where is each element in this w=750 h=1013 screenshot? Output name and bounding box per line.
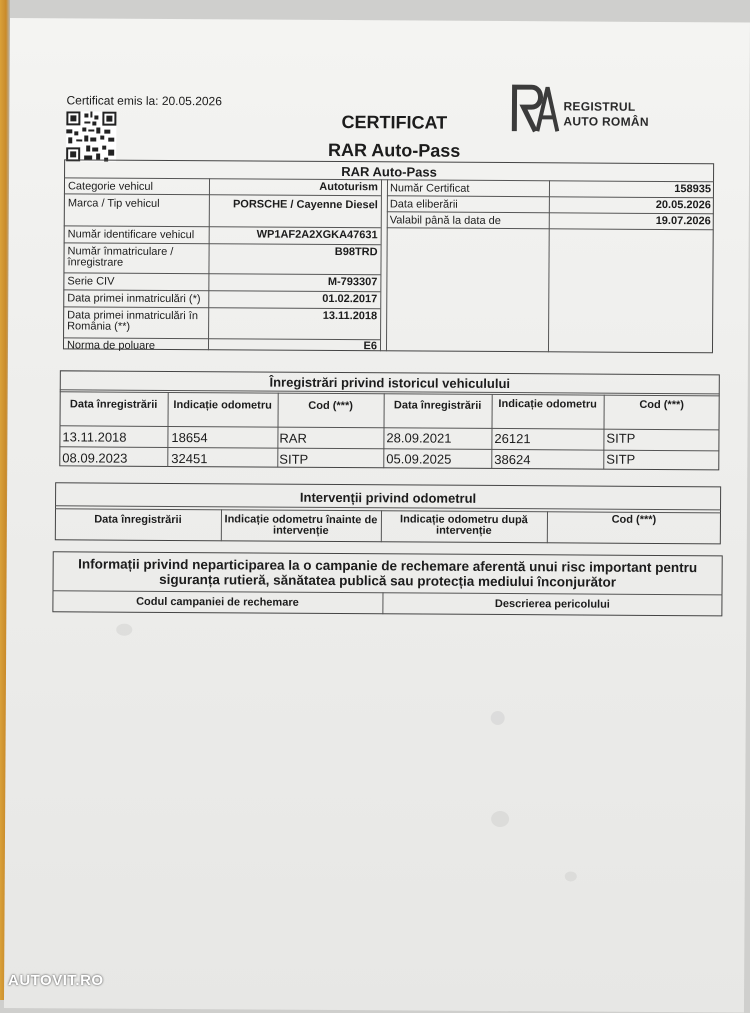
history-header-date-2: Data înregistrării <box>393 399 482 412</box>
value-valid-until: 19.07.2026 <box>655 214 711 228</box>
recall-campaign-title: Informații privind neparticiparea la o campanie de rechemare aferentă unui risc important pentru siguranța rutieră, sănătatea publică sau protecția mediului înconjurător <box>78 556 698 590</box>
value-emission-norm: E6 <box>363 340 378 353</box>
label-emission-norm: Norma de poluare <box>66 339 156 352</box>
label-first-registration-romania: Data primei inmatriculări în România (**) <box>67 309 199 333</box>
odometer-interventions-title: Intervenții privind odometrul <box>299 489 477 506</box>
interventions-header-before: Indicație odometru înainte de intervenție <box>224 513 378 537</box>
value-make-model: PORSCHE / Cayenne Diesel <box>232 198 378 212</box>
history-cell: SITP <box>279 451 309 467</box>
recall-header-description: Descrierea pericolului <box>494 597 610 611</box>
history-cell: 18654 <box>171 429 208 446</box>
history-cell: 08.09.2023 <box>62 450 128 466</box>
value-vin: WP1AF2A2XGKA47631 <box>256 228 378 242</box>
value-issue-date: 20.05.2026 <box>655 198 711 212</box>
history-cell: 38624 <box>494 451 531 468</box>
interventions-header-date: Data înregistrării <box>94 513 182 527</box>
divider <box>221 509 222 541</box>
label-valid-until: Valabil până la data de <box>389 214 501 228</box>
history-cell: 28.09.2021 <box>386 430 452 446</box>
paper-stain <box>491 711 505 725</box>
paper-stain <box>565 871 577 881</box>
history-cell: SITP <box>606 451 636 467</box>
logo-line-2: AUTO ROMÂN <box>563 114 649 129</box>
rar-logo <box>511 83 671 136</box>
divider <box>381 510 382 542</box>
label-issue-date: Data eliberării <box>389 198 458 211</box>
history-header-odometer-2: Indicație odometru <box>498 397 597 411</box>
label-civ: Serie CIV <box>67 275 115 288</box>
history-cell: 13.11.2018 <box>62 429 127 445</box>
rar-logo-icon <box>511 83 559 133</box>
history-cell: SITP <box>606 430 636 446</box>
value-first-registration-romania: 13.11.2018 <box>322 309 378 323</box>
label-vin: Număr identificare vehicul <box>67 228 195 242</box>
label-certificate-number: Număr Certificat <box>389 182 470 195</box>
paper-stain <box>116 624 132 636</box>
value-civ: M-793307 <box>327 275 378 289</box>
logo-line-1: REGISTRUL <box>563 99 636 114</box>
value-category: Autoturism <box>319 180 379 194</box>
history-title: Înregistrări privind istoricul vehiculului <box>269 374 511 392</box>
history-cell: 32451 <box>171 450 208 467</box>
certificate-page <box>4 18 750 1013</box>
history-header-code-1: Cod (***) <box>308 399 353 413</box>
recall-header-code: Codul campaniei de rechemare <box>136 595 299 609</box>
value-registration: B98TRD <box>334 245 378 259</box>
history-cell: 26121 <box>494 430 531 447</box>
history-header-code-2: Cod (***) <box>639 398 684 412</box>
history-cell: 05.09.2025 <box>386 451 452 467</box>
label-first-registration: Data primei inmatriculări (*) <box>67 292 201 306</box>
vehicle-info-title: RAR Auto-Pass <box>341 164 437 180</box>
label-make-model: Marca / Tip vehicul <box>67 197 160 210</box>
value-first-registration: 01.02.2017 <box>322 292 378 306</box>
history-header-odometer-1: Indicație odometru <box>173 399 272 412</box>
label-registration: Număr înmatriculare / înregistrare <box>67 245 174 269</box>
label-category: Categorie vehicul <box>67 180 154 193</box>
history-header-date-1: Data înregistrării <box>69 398 158 411</box>
document-title: CERTIFICAT <box>341 112 448 133</box>
interventions-header-after: Indicație odometru după intervenție <box>400 513 528 537</box>
value-certificate-number: 158935 <box>674 183 712 196</box>
interventions-header-code: Cod (***) <box>611 513 657 526</box>
autovit-watermark: AUTOVIT.RO <box>8 972 104 989</box>
history-cell: RAR <box>279 430 307 446</box>
document-subtitle: RAR Auto-Pass <box>327 139 461 161</box>
paper-stain <box>491 811 509 827</box>
issue-date: Certificat emis la: 20.05.2026 <box>66 93 222 109</box>
